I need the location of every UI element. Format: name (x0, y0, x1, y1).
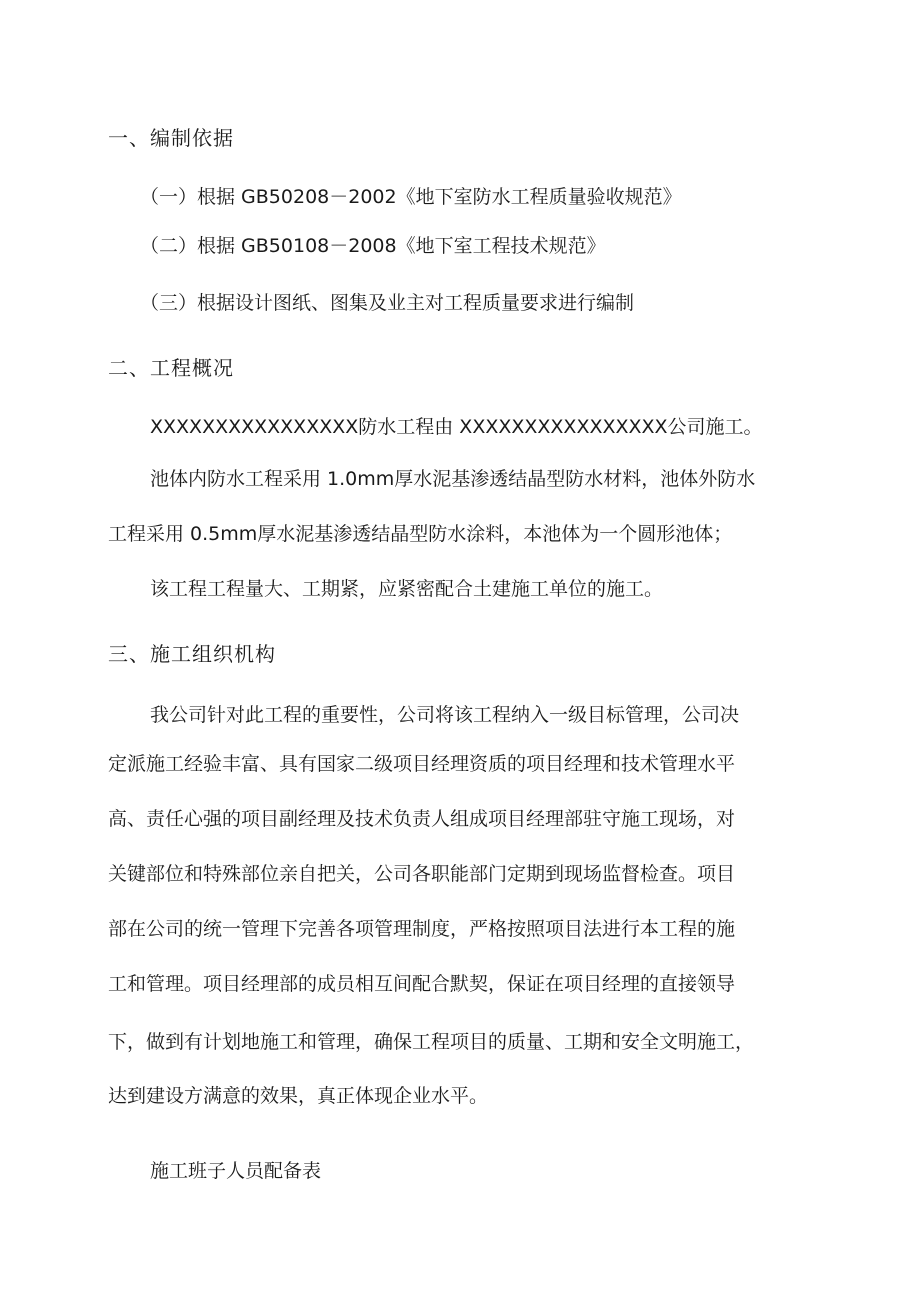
organization-line-6: 工和管理。项目经理部的成员相互间配合默契，保证在项目经理的直接领导 (108, 973, 736, 995)
overview-line-2: 池体内防水工程采用 1.0mm厚水泥基渗透结晶型防水材料，池体外防水 (150, 468, 756, 490)
organization-line-7: 下，做到有计划地施工和管理，确保工程项目的质量、工期和安全文明施工， (108, 1031, 755, 1053)
basis-item-1: （一）根据 GB50208－2002《地下室防水工程质量验收规范》 (140, 186, 682, 208)
section-heading-basis: 一、编制依据 (108, 126, 234, 150)
basis-item-3: （三）根据设计图纸、图集及业主对工程质量要求进行编制 (140, 292, 635, 314)
organization-line-5: 部在公司的统一管理下完善各项管理制度，严格按照项目法进行本工程的施 (108, 918, 736, 940)
organization-line-4: 关键部位和特殊部位亲自把关，公司各职能部门定期到现场监督检查。项目 (108, 863, 736, 885)
overview-line-3: 工程采用 0.5mm厚水泥基渗透结晶型防水涂料，本池体为一个圆形池体； (108, 523, 733, 545)
overview-line-1: XXXXXXXXXXXXXXXX防水工程由 XXXXXXXXXXXXXXXX公司施工。 (150, 416, 763, 438)
organization-line-8: 达到建设方满意的效果，真正体现企业水平。 (108, 1085, 489, 1107)
section-heading-organization: 三、施工组织机构 (108, 642, 276, 666)
organization-line-2: 定派施工经验丰富、具有国家二级项目经理资质的项目经理和技术管理水平 (108, 753, 736, 775)
organization-line-3: 高、责任心强的项目副经理及技术负责人组成项目经理部驻守施工现场，对 (108, 808, 736, 830)
section-heading-overview: 二、工程概况 (108, 356, 234, 380)
basis-item-2: （二）根据 GB50108－2008《地下室工程技术规范》 (140, 235, 606, 257)
organization-line-1: 我公司针对此工程的重要性，公司将该工程纳入一级目标管理，公司决 (150, 704, 740, 726)
staffing-table-title: 施工班子人员配备表 (150, 1160, 322, 1182)
overview-line-4: 该工程工程量大、工期紧，应紧密配合土建施工单位的施工。 (150, 578, 664, 600)
